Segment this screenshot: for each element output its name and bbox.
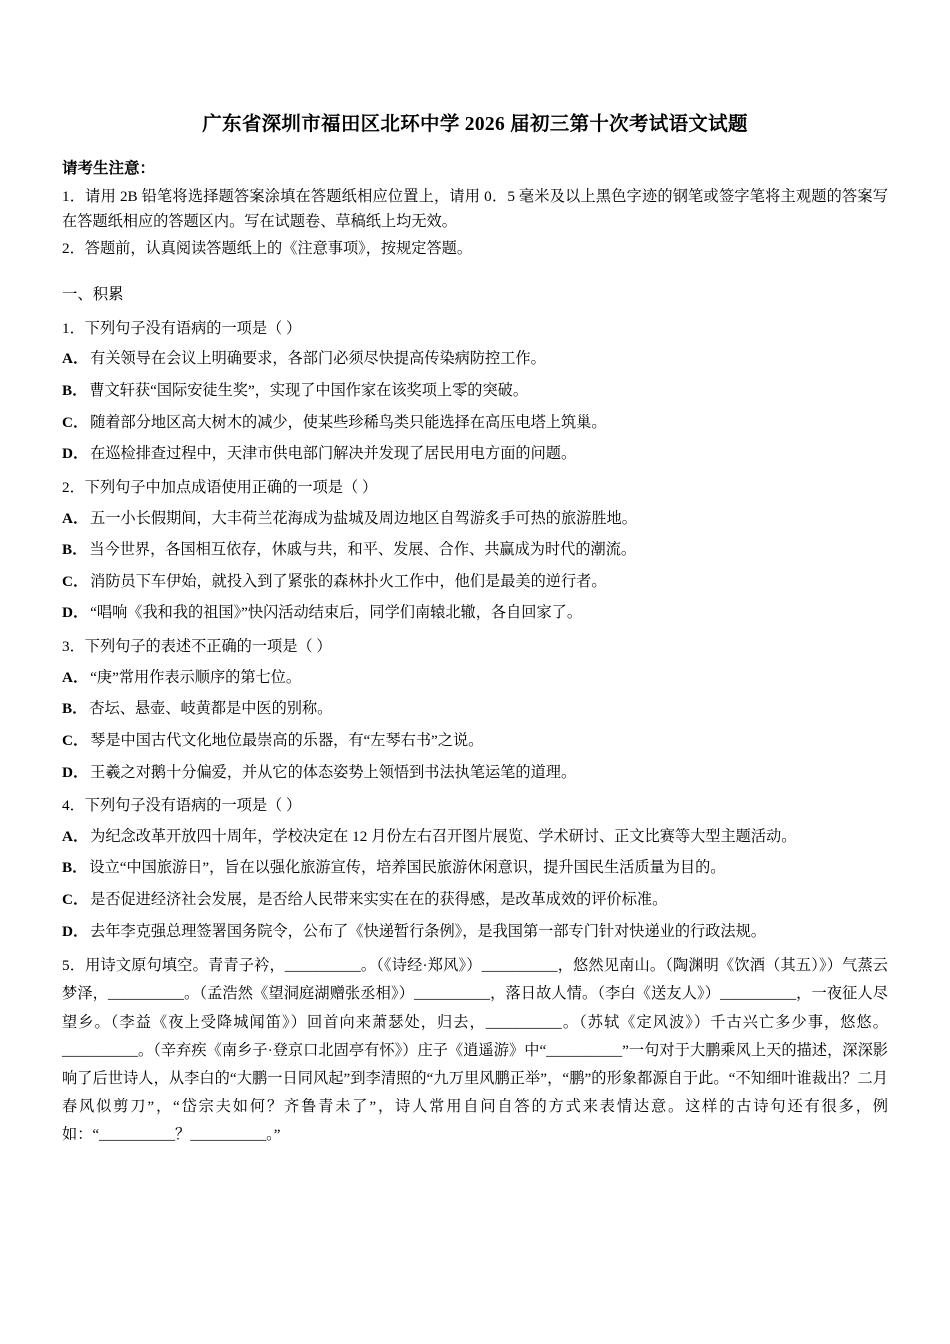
question-3-stem: 3．下列句子的表述不正确的一项是（ ）: [62, 638, 332, 656]
question-4-option-d[interactable]: [62, 920, 888, 945]
option-label: D．: [62, 922, 89, 940]
question-5-fill-in-blank: 5．用诗文原句填空。青青子衿，__________。（《诗经·郑风》）__________，悠然见南山。（陶渊明《饮酒（其五）》）气蒸云梦泽，__________。（孟浩然《望洞庭湖赠张丞相》）__________，落日故人情。（李白《送友人》）__________，一夜征人尽望乡。（李益《夜上受降城闻笛》）回首向来萧瑟处，归去，__________。（苏轼《定风波》）千古兴亡多少事，悠悠。__________。（辛弃疾《南乡子·登京口北固亭有怀》）庄子《逍遥游》中“__________”一句对于大鹏乘风上天的描述，深深影响了后世诗人，从李白的“大鹏一日同风起”到李清照的“九万里风鹏正举”，“鹏”的形象都源自于此。“不知细叶谁裁出？二月春风似剪刀”，“岱宗夫如何？齐鲁青未了”，诗人常用自问自答的方式来表情达意。这样的古诗句还有很多，例如：“__________？__________。”: [62, 957, 888, 1144]
option-label: C．: [62, 891, 89, 909]
option-label: D．: [62, 445, 89, 463]
option-text: 五一小长假期间，大丰荷兰花海成为盐城及周边地区自驾游炙手可热的旅游胜地。: [90, 509, 637, 527]
option-label: C．: [62, 731, 89, 749]
option-text: 消防员下车伊始，就投入到了紧张的森林扑火工作中，他们是最美的逆行者。: [90, 572, 607, 590]
question-1-option-b[interactable]: [62, 379, 888, 404]
question-2-option-b[interactable]: [62, 538, 888, 563]
section-title-accumulation: 一、积累: [62, 286, 124, 304]
option-text: 是否促进经济社会发展，是否给人民带来实实在在的获得感，是改革成效的评价标准。: [90, 891, 668, 909]
option-label: B．: [62, 859, 88, 877]
option-text: 有关领导在会议上明确要求，各部门必须尽快提高传染病防控工作。: [90, 350, 546, 368]
question-1-option-a[interactable]: [62, 347, 888, 372]
question-3-option-a[interactable]: [62, 666, 888, 691]
option-text: 王羲之对鹅十分偏爱，并从它的体态姿势上领悟到书法执笔运笔的道理。: [90, 763, 577, 781]
option-label: A．: [62, 350, 89, 368]
option-text: 曹文轩获“国际安徒生奖”，实现了中国作家在该奖项上零的突破。: [89, 382, 529, 400]
option-label: B．: [62, 700, 88, 718]
question-3-option-b[interactable]: [62, 697, 888, 722]
option-label: D．: [62, 763, 89, 781]
question-1-option-c[interactable]: [62, 411, 888, 436]
question-4-stem: 4．下列句子没有语病的一项是（ ）: [62, 797, 302, 815]
option-text: 杏坛、悬壶、岐黄都是中医的别称。: [89, 700, 333, 718]
option-label: A．: [62, 827, 89, 845]
notice-line-2: 2．答题前，认真阅读答题纸上的《注意事项》，按规定答题。: [62, 239, 473, 257]
option-label: D．: [62, 604, 89, 622]
question-2-option-d[interactable]: [62, 601, 888, 626]
option-text: 琴是中国古代文化地位最崇高的乐器，有“左琴右书”之说。: [90, 731, 484, 749]
option-text: 设立“中国旅游日”，旨在以强化旅游宣传，培养国民旅游休闲意识，提升国民生活质量为目的。: [89, 859, 726, 877]
option-text: 当今世界，各国相互依存，休戚与共，和平、发展、合作、共赢成为时代的潮流。: [89, 541, 637, 559]
question-4-option-c[interactable]: [62, 888, 888, 913]
question-1-option-d[interactable]: [62, 442, 888, 467]
question-4-option-a[interactable]: [62, 825, 888, 850]
question-2-option-c[interactable]: [62, 570, 888, 595]
option-text: “庚”常用作表示顺序的第七位。: [90, 668, 302, 686]
option-text: 去年李克强总理签署国务院令，公布了《快递暂行条例》，是我国第一部专门针对快递业的行政法规。: [90, 922, 766, 940]
question-2-option-a[interactable]: [62, 507, 888, 532]
question-1-stem: 1．下列句子没有语病的一项是（ ）: [62, 319, 302, 337]
option-text: 在巡检排查过程中，天津市供电部门解决并发现了居民用电方面的问题。: [90, 445, 577, 463]
notice-line-1: 1．请用 2B 铅笔将选择题答案涂填在答题纸相应位置上，请用 0．5 毫米及以上黑色字迹的钢笔或签字笔将主观题的答案写在答题纸相应的答题区内。写在试题卷、草稿纸上均无效。: [62, 188, 888, 230]
option-label: A．: [62, 509, 89, 527]
question-2-stem: 2．下列句子中加点成语使用正确的一项是（ ）: [62, 478, 378, 496]
page-title: 广东省深圳市福田区北环中学 2026 届初三第十次考试语文试题: [202, 114, 748, 135]
question-4-option-b[interactable]: [62, 856, 888, 881]
option-text: 随着部分地区高大树木的减少，使某些珍稀鸟类只能选择在高压电塔上筑巢。: [90, 413, 607, 431]
option-label: B．: [62, 382, 88, 400]
notice-heading: 请考生注意：: [62, 160, 156, 178]
option-text: “唱响《我和我的祖国》”快闪活动结束后，同学们南辕北辙，各自回家了。: [90, 604, 583, 622]
option-text: 为纪念改革开放四十周年，学校决定在 12 月份左右召开图片展览、学术研讨、正文比赛等大型主题活动。: [90, 827, 797, 845]
option-label: A．: [62, 668, 89, 686]
option-label: C．: [62, 572, 89, 590]
option-label: B．: [62, 541, 88, 559]
question-3-option-d[interactable]: [62, 761, 888, 786]
option-label: C．: [62, 413, 89, 431]
question-3-option-c[interactable]: [62, 729, 888, 754]
